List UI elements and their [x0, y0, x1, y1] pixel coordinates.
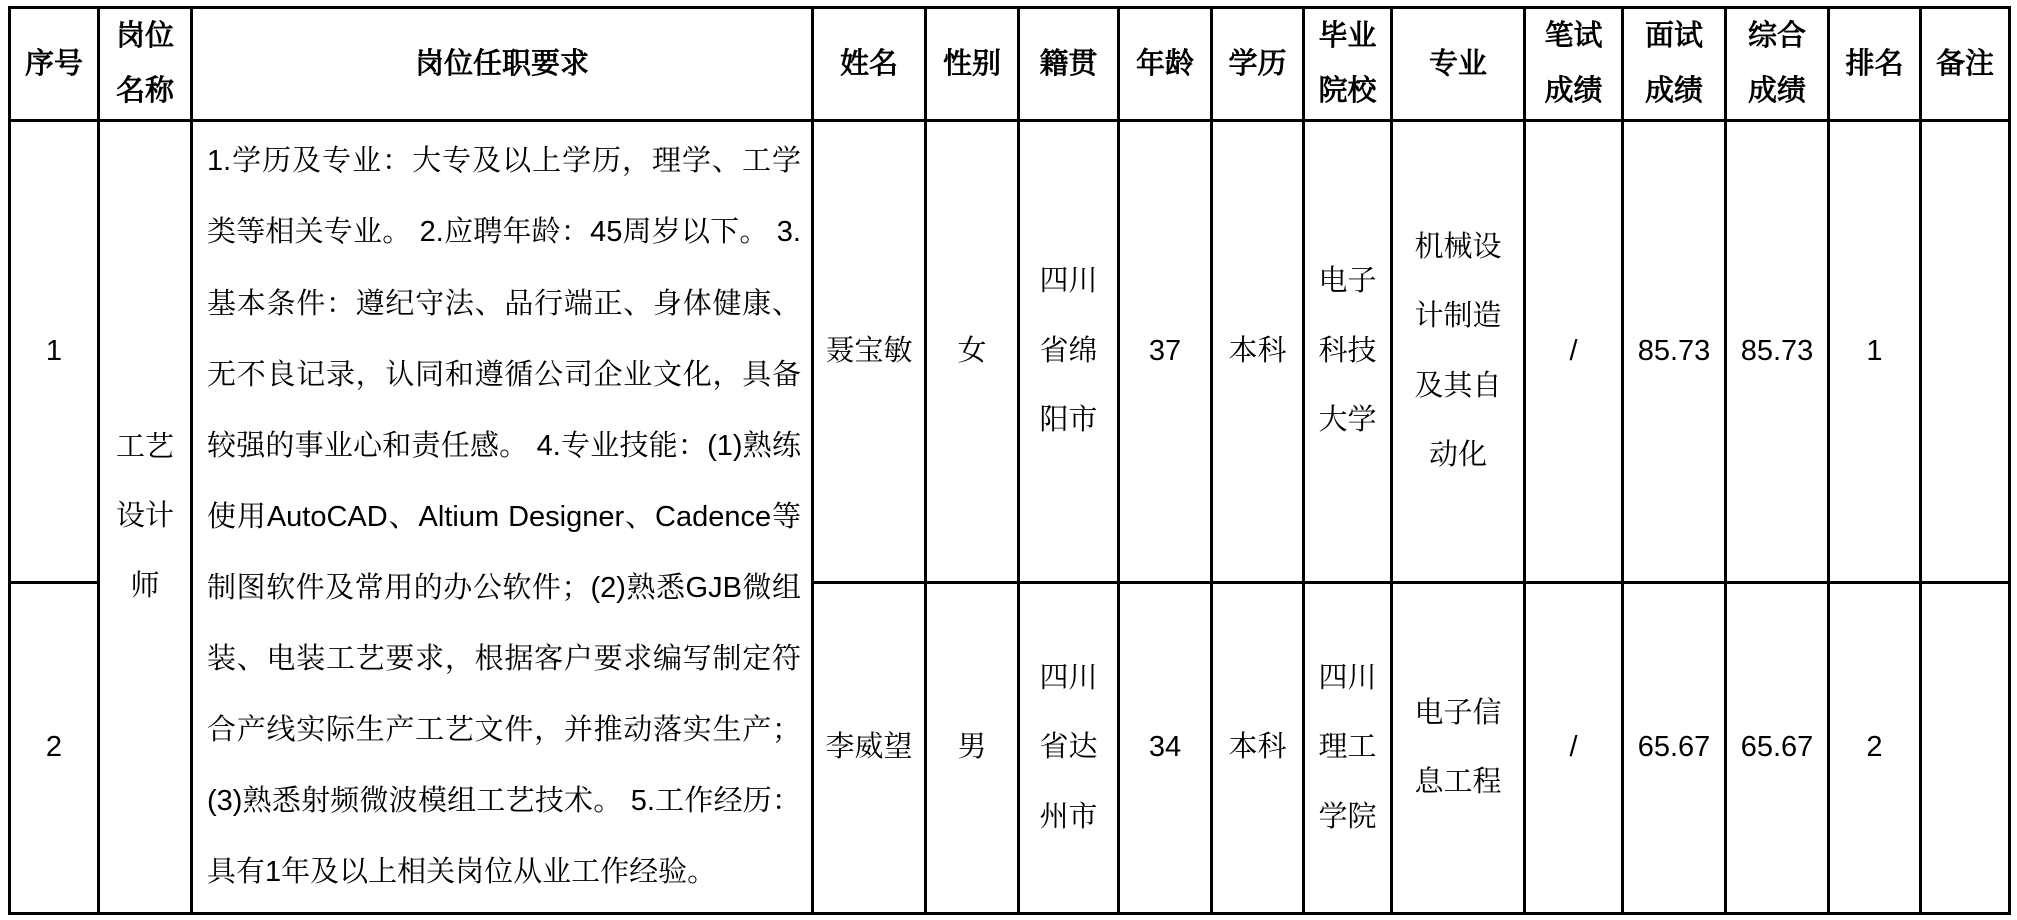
- col-header-major: 专业: [1392, 8, 1525, 121]
- col-header-education: 学历: [1212, 8, 1304, 121]
- cell-interview-score: 85.73: [1623, 121, 1726, 583]
- cell-origin: 四川省绵阳市: [1019, 121, 1119, 583]
- cell-name: 李威望: [813, 583, 926, 914]
- cell-overall-score: 65.67: [1726, 583, 1829, 914]
- cell-school: 电子科技大学: [1304, 121, 1392, 583]
- cell-gender: 女: [926, 121, 1019, 583]
- cell-position-name: 工艺设计师: [99, 121, 192, 914]
- cell-rank: 1: [1829, 121, 1921, 583]
- col-header-remark: 备注: [1921, 8, 2010, 121]
- cell-age: 37: [1119, 121, 1212, 583]
- cell-remark: [1921, 121, 2010, 583]
- cell-gender: 男: [926, 583, 1019, 914]
- cell-age: 34: [1119, 583, 1212, 914]
- col-header-seq: 序号: [10, 8, 99, 121]
- cell-requirements: 1.学历及专业：大专及以上学历，理学、工学类等相关专业。 2.应聘年龄：45周岁以下。 3.基本条件：遵纪守法、品行端正、身体健康、无不良记录，认同和遵循公司企业文化，具备较强的事业心和责任感。 4.专业技能：(1)熟练使用AutoCAD、Altium Designer、Cadence等制图软件及常用的办公软件；(2)熟悉GJB微组装、电装工艺要求，根据客户要求编写制定符合产线实际生产工艺文件，并推动落实生产；(3)熟悉射频微波模组工艺技术。 5.工作经历：具有1年及以上相关岗位从业工作经验。: [192, 121, 813, 914]
- table-header-row: [10, 8, 2010, 121]
- cell-education: 本科: [1212, 121, 1304, 583]
- col-header-requirements: 岗位任职要求: [192, 8, 813, 121]
- table-row: [10, 121, 2010, 583]
- col-header-rank: 排名: [1829, 8, 1921, 121]
- col-header-gender: 性别: [926, 8, 1019, 121]
- col-header-position: 岗位名称: [99, 8, 192, 121]
- col-header-school: 毕业院校: [1304, 8, 1392, 121]
- col-header-overall-score: 综合成绩: [1726, 8, 1829, 121]
- cell-written-score: /: [1525, 583, 1623, 914]
- cell-origin: 四川省达州市: [1019, 583, 1119, 914]
- col-header-age: 年龄: [1119, 8, 1212, 121]
- cell-written-score: /: [1525, 121, 1623, 583]
- cell-rank: 2: [1829, 583, 1921, 914]
- col-header-interview-score: 面试成绩: [1623, 8, 1726, 121]
- col-header-name: 姓名: [813, 8, 926, 121]
- cell-interview-score: 65.67: [1623, 583, 1726, 914]
- cell-seq: 1: [10, 121, 99, 583]
- cell-seq: 2: [10, 583, 99, 914]
- col-header-written-score: 笔试成绩: [1525, 8, 1623, 121]
- cell-major: 电子信息工程: [1392, 583, 1525, 914]
- cell-major: 机械设计制造及其自动化: [1392, 121, 1525, 583]
- cell-name: 聂宝敏: [813, 121, 926, 583]
- cell-overall-score: 85.73: [1726, 121, 1829, 583]
- candidates-table: [8, 6, 2011, 915]
- cell-remark: [1921, 583, 2010, 914]
- col-header-origin: 籍贯: [1019, 8, 1119, 121]
- cell-school: 四川理工学院: [1304, 583, 1392, 914]
- cell-education: 本科: [1212, 583, 1304, 914]
